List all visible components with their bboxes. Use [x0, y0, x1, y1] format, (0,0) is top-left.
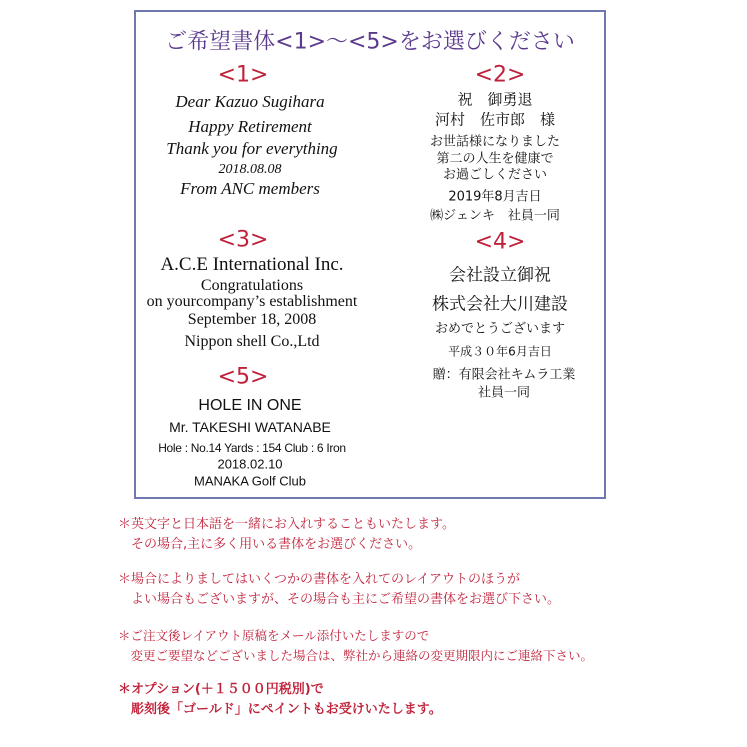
sample-1-line: Thank you for everything: [166, 139, 338, 158]
sample-4-line: 会社設立御祝: [449, 265, 551, 286]
sample-3-line: on yourcompany’s establishment: [146, 293, 358, 310]
sample-5-label: <5>: [217, 364, 269, 390]
sample-3-line: September 18, 2008: [187, 311, 317, 328]
note-line: その場合,主に多く用いる書体をお選びください。: [118, 537, 422, 552]
sample-1-line: 2018.08.08: [218, 162, 282, 177]
sample-3-line: Congratulations: [200, 277, 304, 294]
note-line: 彫刻後「ゴールド」にペイントもお受けいたします。: [118, 702, 442, 717]
sample-4-line: 贈：有限会社キムラ工業: [432, 367, 576, 383]
sample-4-line: 平成３０年6月吉日: [448, 344, 552, 359]
sample-2-line: ㈱ジェンキ 社員一同: [430, 208, 560, 224]
sample-5-line: 2018.02.10: [217, 456, 283, 472]
sample-5-line: Mr. TAKESHI WATANABE: [169, 419, 331, 435]
sample-5-line: HOLE IN ONE: [198, 397, 302, 414]
note-3: [118, 626, 593, 666]
sample-2-line: 2019年8月吉日: [448, 189, 542, 205]
sample-2-line: お世話様になりました: [429, 134, 561, 150]
note-line: ＊オプション(＋１５００円税別)で: [118, 682, 324, 697]
note-line: ＊ご注文後レイアウト原稿をメール添付いたしますので: [118, 628, 430, 643]
sample-2-line: 第二の人生を健康で: [436, 151, 554, 167]
sample-1-line: Happy Retirement: [188, 117, 312, 136]
note-line: ＊英文字と日本語を一緒にお入れすることもいたします。: [118, 517, 455, 532]
sample-4-line: 社員一同: [477, 385, 531, 401]
sample-3-label: <3>: [217, 227, 269, 253]
note-line: ＊場合によりましてはいくつかの書体を入れてのレイアウトのほうが: [118, 572, 520, 587]
sample-1-line: Dear Kazuo Sugihara: [175, 92, 325, 111]
sample-3-line: Nippon shell Co.,Ltd: [184, 333, 320, 350]
sample-2-line: 祝 御勇退: [457, 90, 533, 109]
page-title: ご希望書体<1>～<5>をお選びください: [165, 29, 575, 55]
sample-4-line: おめでとうございます: [434, 321, 566, 337]
note-line: 変更ご要望などございました場合は、弊社から連絡の変更期限内にご連絡下さい。: [118, 648, 594, 663]
note-2: [118, 570, 560, 610]
note-line: よい場合もございますが、その場合も主にご希望の書体をお選び下さい。: [118, 592, 561, 607]
note-1: [118, 515, 455, 555]
note-4-option: [118, 680, 442, 720]
sample-4-line: 株式会社大川建設: [432, 294, 568, 315]
sample-3-line: A.C.E International Inc.: [160, 254, 344, 275]
sample-4-label: <4>: [474, 229, 526, 255]
sample-5-line: Hole : No.14 Yards : 154 Club : 6 Iron: [158, 441, 346, 455]
sample-2-line: 河村 佐市郎 様: [434, 110, 556, 129]
sample-1-line: From ANC members: [180, 179, 320, 198]
sample-5-line: MANAKA Golf Club: [194, 473, 306, 489]
sample-1-label: <1>: [217, 62, 269, 88]
sample-2-label: <2>: [474, 62, 526, 88]
sample-2-line: お過ごしください: [442, 167, 548, 183]
